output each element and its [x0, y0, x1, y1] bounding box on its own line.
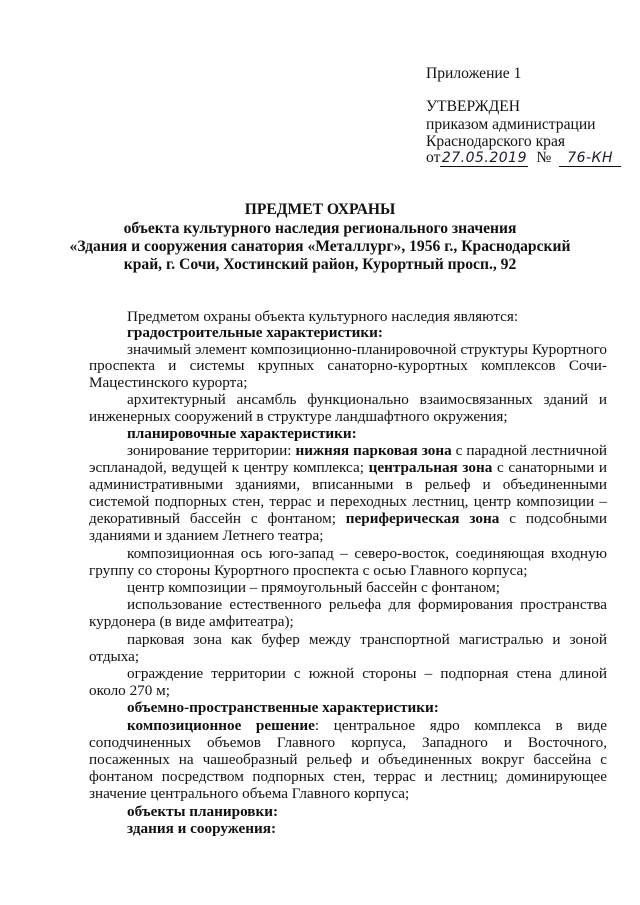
zoning-line-e: декоративный бассейн с фонтаном; периферическая зона с подсобными — [89, 510, 607, 527]
composition-line-d: фонтаном посредством подпорных стен, террас и лестниц; доминирующее — [89, 768, 607, 785]
intro-text: Предметом охраны объекта культурного наследия являются: — [127, 308, 519, 325]
relief-line-a: использование естественного рельефа для формирования пространства — [127, 596, 607, 613]
composition-line-a: композиционное решение: центральное ядро комплекса в виде — [127, 717, 607, 734]
order-date-number — [426, 149, 621, 167]
urban-item-2-b: инженерных сооружений в структуре ландшафтного окружения; — [89, 408, 508, 425]
date-from-label: от — [426, 149, 441, 166]
composition-line-e: значение центрального объема Главного корпуса; — [89, 785, 410, 802]
central-zone: центральная зона — [368, 459, 493, 476]
zoning-line-c: административными зданиями, вписанными в рельеф и объединенными — [89, 476, 607, 493]
composition-line-c: посаженных на чашеобразный рельеф и объединенных вокруг бассейна с — [89, 751, 607, 768]
buildings-heading: здания и сооружения: — [127, 820, 277, 837]
fence-line-a: ограждение территории с южной стороны – подпорная стена длиной — [127, 665, 607, 682]
handwritten-date: 27.05.2019 — [441, 150, 527, 166]
urban-item-1-c: Мацестинского курорта; — [89, 374, 248, 391]
objects-heading: объекты планировки: — [127, 803, 279, 820]
park-line-b: отдыха; — [89, 648, 140, 665]
title-line-1: объекта культурного наследия регионального значения — [123, 220, 517, 237]
number-label: № — [536, 149, 552, 166]
lower-park-zone: нижняя парковая зона — [295, 442, 452, 459]
approved-label: УТВЕРЖДЕН — [426, 98, 521, 115]
document-title: ПРЕДМЕТ ОХРАНЫ — [244, 201, 396, 218]
urban-item-2-a: архитектурный ансамбль функционально взаимосвязанных зданий и — [127, 391, 607, 408]
zoning-line-a: зонирование территории: нижняя парковая зона с парадной лестничной — [127, 442, 608, 459]
approved-region: Краснодарского края — [426, 133, 566, 150]
appendix-label: Приложение 1 — [426, 65, 522, 82]
title-line-3: край, г. Сочи, Хостинский район, Курортный просп., 92 — [123, 256, 517, 273]
handwritten-number: 76-КН — [567, 150, 614, 166]
zoning-line-f: зданиями и зданием Летнего театра; — [89, 527, 324, 544]
axis-line-a: композиционная ось юго-запад – северо-восток, соединяющая входную — [127, 545, 607, 562]
order-date — [440, 150, 528, 167]
fence-line-b: около 270 м; — [89, 682, 170, 699]
zoning-line-d: системой подпорных стен, террас и переходных лестниц, центр композиции – — [89, 493, 607, 510]
zoning-line-b: эспланадой, ведущей к центру комплекса; центральная зона с санаторными и — [89, 459, 607, 476]
title-line-2: «Здания и сооружения санатория «Металлург», 1956 г., Краснодарский — [69, 238, 571, 255]
approved-by-order: приказом администрации — [426, 116, 596, 133]
axis-line-b: группу со стороны Курортного проспекта с осью Главного корпуса; — [89, 562, 528, 579]
composition-solution: композиционное решение — [127, 717, 315, 734]
peripheral-zone: периферическая зона — [345, 510, 500, 527]
park-line-a: парковая зона как буфер между транспортной магистралью и зоной — [127, 631, 607, 648]
urban-item-1-b: проспекта и системы крупных санаторно-курортных комплексов Сочи- — [89, 357, 607, 374]
urban-item-1-a: значимый элемент композиционно-планировочной структуры Курортного — [127, 341, 607, 358]
relief-line-b: курдонера (в виде амфитеатра); — [89, 613, 294, 630]
urban-heading: градостроительные характеристики: — [127, 324, 383, 341]
order-number — [559, 150, 621, 167]
volume-heading: объемно-пространственные характеристики: — [127, 699, 439, 716]
composition-line-b: соподчиненных объемов Главного корпуса, Западного и Восточного, — [89, 734, 607, 751]
planning-heading: планировочные характеристики: — [127, 425, 357, 442]
composition-center: центр композиции – прямоугольный бассейн с фонтаном; — [127, 579, 500, 596]
